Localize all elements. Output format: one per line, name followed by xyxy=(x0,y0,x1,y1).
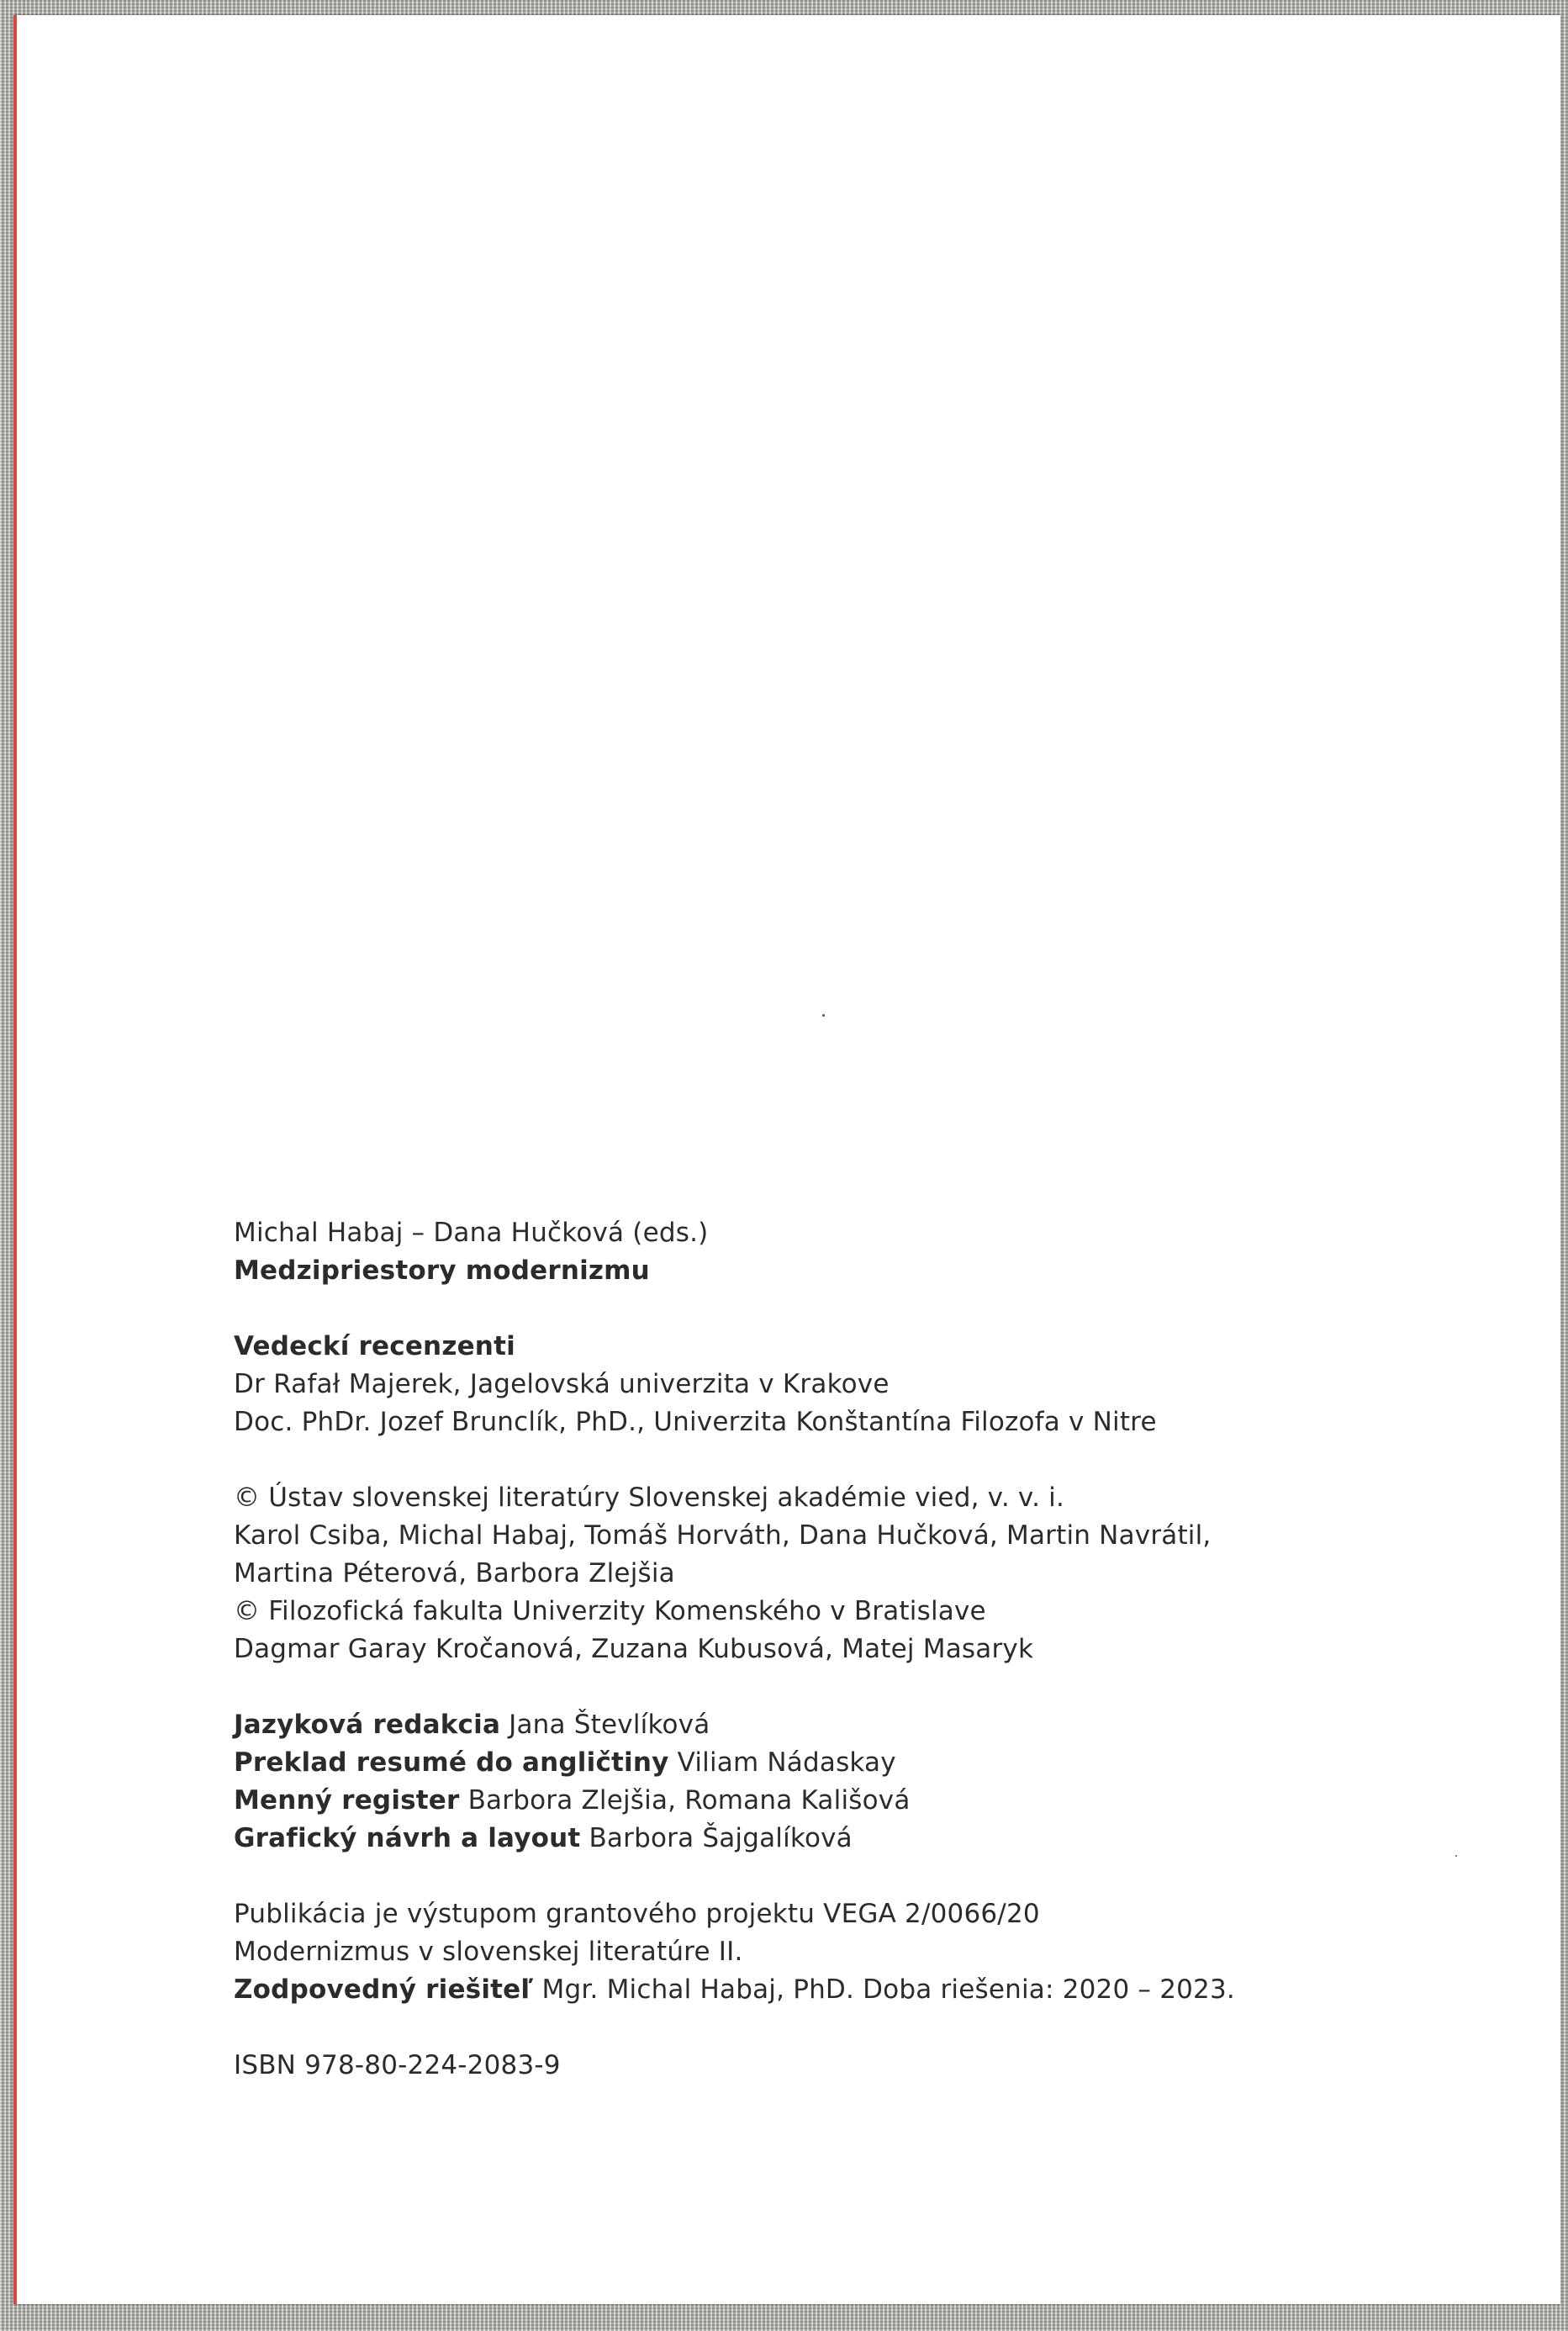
credit-label: Jazyková redakcia xyxy=(234,1710,501,1740)
credit-value: Barbora Zlejšia, Romana Kališová xyxy=(467,1785,911,1816)
credit-value: Barbora Šajgalíková xyxy=(589,1823,853,1853)
grant-line: Modernizmus v slovenskej literatúre II. xyxy=(234,1937,743,1967)
book-title: Medzipriestory modernizmu xyxy=(234,1255,650,1286)
reviewers-heading: Vedeckí recenzenti xyxy=(234,1331,515,1361)
spacer xyxy=(234,1668,1495,1706)
credit-label: Preklad resumé do angličtiny xyxy=(234,1747,669,1778)
spacer xyxy=(234,1441,1495,1479)
grant-lead-value: Mgr. Michal Habaj, PhD. Doba riešenia: 2020 – 2023. xyxy=(541,1974,1235,2005)
isbn-line: ISBN 978-80-224-2083-9 xyxy=(234,2050,561,2080)
credit-value: Viliam Nádaskay xyxy=(677,1747,896,1778)
authors-line: Dagmar Garay Kročanová, Zuzana Kubusová, Matej Masaryk xyxy=(234,1634,1034,1664)
grant-lead-label: Zodpovedný riešiteľ xyxy=(234,1974,534,2005)
credit-label: Menný register xyxy=(234,1785,460,1816)
spacer xyxy=(234,1858,1495,1895)
grant-line: Publikácia je výstupom grantového projektu VEGA 2/0066/20 xyxy=(234,1899,1040,1929)
credit-value: Jana Števlíková xyxy=(509,1710,710,1740)
credit-language-editing xyxy=(234,1706,1495,1744)
copyright-line: © Filozofická fakulta Univerzity Komenského v Bratislave xyxy=(234,1596,986,1626)
spacer xyxy=(234,2009,1495,2047)
credit-graphic-design xyxy=(234,1820,1495,1858)
editors-line: Michal Habaj – Dana Hučková (eds.) xyxy=(234,1218,709,1248)
grant-lead-line xyxy=(234,1971,1495,2009)
reviewer-line: Dr Rafał Majerek, Jagelovská univerzita v Krakove xyxy=(234,1369,890,1399)
credit-translation xyxy=(234,1744,1495,1782)
authors-line: Karol Csiba, Michal Habaj, Tomáš Horváth, Dana Hučková, Martin Navrátil, xyxy=(234,1520,1212,1551)
dust-speck xyxy=(822,1014,825,1017)
authors-line: Martina Péterová, Barbora Zlejšia xyxy=(234,1558,675,1588)
credit-label: Grafický návrh a layout xyxy=(234,1823,581,1853)
colophon-block xyxy=(234,1214,1495,2085)
copyright-line: © Ústav slovenskej literatúry Slovenskej akadémie vied, v. v. i. xyxy=(234,1483,1065,1513)
page-edge-red xyxy=(13,15,17,2304)
reviewer-line: Doc. PhDr. Jozef Brunclík, PhD., Univerzita Konštantína Filozofa v Nitre xyxy=(234,1407,1157,1437)
credit-name-index xyxy=(234,1782,1495,1820)
spacer xyxy=(234,1290,1495,1328)
